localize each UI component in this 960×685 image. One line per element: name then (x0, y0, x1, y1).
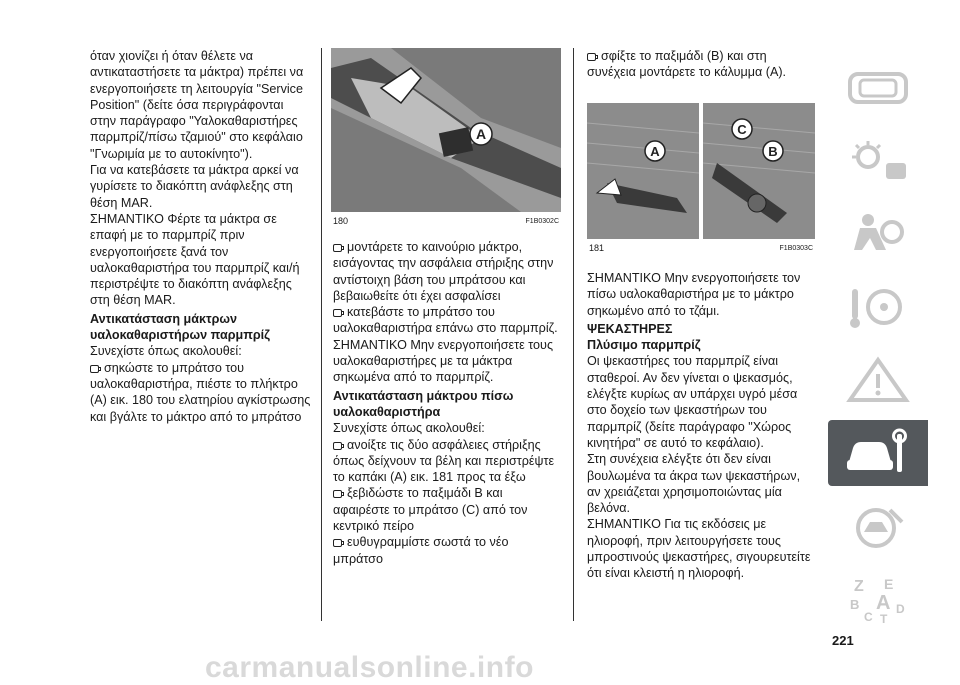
svg-text:A: A (650, 144, 660, 159)
paragraph: Συνεχίστε όπως ακολουθεί: (90, 344, 242, 359)
chapter-tabs (828, 55, 928, 639)
bullet-item: σηκώστε το μπράτσο του υαλοκαθαριστήρα, πιέστε το πλήκτρο (A) εικ. 180 του ελατηρίου αγκίστρωσης και βγάλτε το μάκτρο από το μπράτσο (90, 360, 311, 424)
tab-index[interactable] (828, 566, 928, 632)
car-service-icon (846, 502, 910, 550)
text-column-2 (333, 239, 561, 567)
column-divider (321, 48, 322, 621)
svg-text:C: C (737, 122, 747, 137)
steering-key-icon (846, 283, 910, 331)
tab-maintenance[interactable] (828, 420, 928, 486)
footer-watermark: carmanualsonline.info (205, 651, 534, 684)
warning-triangle-icon (846, 356, 910, 404)
figure-181 (587, 103, 815, 253)
figure-code: F1B0303C (779, 245, 813, 252)
svg-text:A: A (876, 592, 891, 614)
paragraph: ΣΗΜΑΝΤΙΚΟ Φέρτε τα μάκτρα σε επαφή με το παρμπρίζ πριν ενεργοποιήσετε ξανά τον υαλοκαθαριστήρα του παρμπρίζ και/ή περιστρέψτε το διακόπτη ανάφλεξης στη θέση MAR. (90, 211, 300, 308)
tab-emergency[interactable] (828, 347, 928, 413)
bullet-icon (333, 309, 342, 317)
svg-text:D: D (896, 602, 905, 616)
section-heading: ΨΕΚΑΣΤΗΡΕΣ (587, 321, 673, 336)
bullet-icon (333, 539, 342, 547)
dashboard-lights-icon (846, 139, 910, 183)
paragraph: όταν χιονίζει ή όταν θέλετε να αντικαταστήσετε τα μάκτρα) πρέπει να ενεργοποιήσετε τη λειτουργία "Service Position" (δείτε όσα περιγράφονται στην παράγραφο "Υαλοκαθαριστήρες παρμπρίζ/πίσω τζαμιού" στο κεφάλαιο "Γνωριμία με το αυτοκίνητο"). (90, 49, 304, 161)
car-outline-icon (846, 68, 910, 108)
bullet-item: μοντάρετε το καινούριο μάκτρο, εισάγοντας την ασφάλεια στήριξης στην αντίστοιχη βάση του μπράτσου και βεβαιωθείτε ότι έχει ασφαλίσει (333, 240, 554, 303)
svg-text:B: B (768, 144, 778, 159)
tab-safety[interactable] (828, 201, 928, 267)
car-tools-icon (843, 428, 913, 478)
wiper-blade-illustration (331, 48, 561, 212)
paragraph: Για να κατεβάσετε τα μάκτρα αρκεί να γυρίσετε το διακόπτη ανάφλεξης στη θέση MAR. (90, 163, 299, 210)
bullet-icon (587, 53, 596, 61)
tab-technical-data[interactable] (828, 493, 928, 559)
text-column-3 (587, 270, 815, 582)
text-column-1 (90, 48, 312, 425)
subsection-heading: Πλύσιμο παρμπρίζ (587, 338, 701, 353)
svg-text:C: C (864, 610, 873, 624)
svg-text:E: E (884, 576, 894, 592)
callout-a: A (475, 126, 487, 142)
svg-text:B: B (850, 597, 860, 612)
figure-number: 181 (589, 243, 605, 253)
section-heading: Αντικατάσταση μάκτρου πίσω υαλοκαθαριστήρα (333, 388, 514, 419)
bullet-icon (333, 442, 342, 450)
tab-car-overview[interactable] (828, 55, 928, 121)
tab-dashboard-lights[interactable] (828, 128, 928, 194)
figure-180 (331, 48, 561, 226)
paragraph: Στη συνέχεια ελέγξτε ότι δεν είναι βουλωμένα τα άκρα των ψεκαστήρων, αν χρειάζεται χρησιμοποιώντας μία βελόνα. (587, 452, 801, 516)
bullet-icon (333, 490, 342, 498)
figure-code: F1B0302C (525, 218, 559, 225)
text-column-3-top (587, 48, 815, 81)
column-divider (573, 48, 574, 621)
paragraph: ΣΗΜΑΝΤΙΚΟ Μην ενεργοποιήσετε τους υαλοκαθαριστήρες με τα μάκτρα σηκωμένα από το παρμπρίζ. (333, 337, 554, 385)
index-letters-icon (846, 573, 910, 625)
page-number: 221 (832, 633, 854, 648)
section-heading: Αντικατάσταση μάκτρων υαλοκαθαριστήρων παρμπρίζ (90, 311, 270, 343)
paragraph: Οι ψεκαστήρες του παρμπρίζ είναι σταθεροί. Αν δεν γίνεται ο ψεκασμός, ελέγξτε κυρίως αν υπάρχει υγρό μέσα στο δοχείο των ψεκαστήρων του παρμπρίζ (δείτε παράγραφο "Χώρος κινητήρα" σε αυτό το κεφάλαιο). (587, 354, 798, 450)
figure-number: 180 (333, 216, 349, 226)
paragraph: ΣΗΜΑΝΤΙΚΟ Μην ενεργοποιήσετε τον πίσω υαλοκαθαριστήρα με το μάκτρο σηκωμένο από το τζάμι. (587, 271, 801, 318)
bullet-item: ευθυγραμμίστε σωστά το νέο μπράτσο (333, 535, 509, 566)
bullet-item: κατεβάστε το μπράτσο του υαλοκαθαριστήρα επάνω στο παρμπρίζ. (333, 305, 558, 336)
airbag-person-icon (846, 210, 910, 258)
rear-wiper-illustration (587, 103, 815, 239)
bullet-icon (90, 365, 99, 373)
bullet-icon (333, 244, 342, 252)
bullet-item: ανοίξτε τις δύο ασφάλειες στήριξης όπως δείχνουν τα βέλη και περιστρέψτε το καπάκι (A) εικ. 181 προς τα έξω (333, 437, 555, 485)
bullet-item: σφίξτε το παξιμάδι (B) και στη συνέχεια μοντάρετε το κάλυμμα (A). (587, 49, 787, 80)
paragraph: ΣΗΜΑΝΤΙΚΟ Για τις εκδόσεις με ηλιοροφή, πριν λειτουργήσετε τους μπροστινούς ψεκαστήρες, σιγουρευτείτε ότι είναι κλειστή η ηλιοροφή. (587, 517, 811, 581)
tab-driving[interactable] (828, 274, 928, 340)
bullet-item: ξεβιδώστε το παξιμάδι B και αφαιρέστε το μπράτσο (C) από τον κεντρικό πείρο (333, 486, 528, 534)
svg-text:T: T (880, 612, 888, 625)
svg-text:Z: Z (854, 578, 864, 595)
paragraph: Συνεχίστε όπως ακολουθεί: (333, 421, 485, 436)
